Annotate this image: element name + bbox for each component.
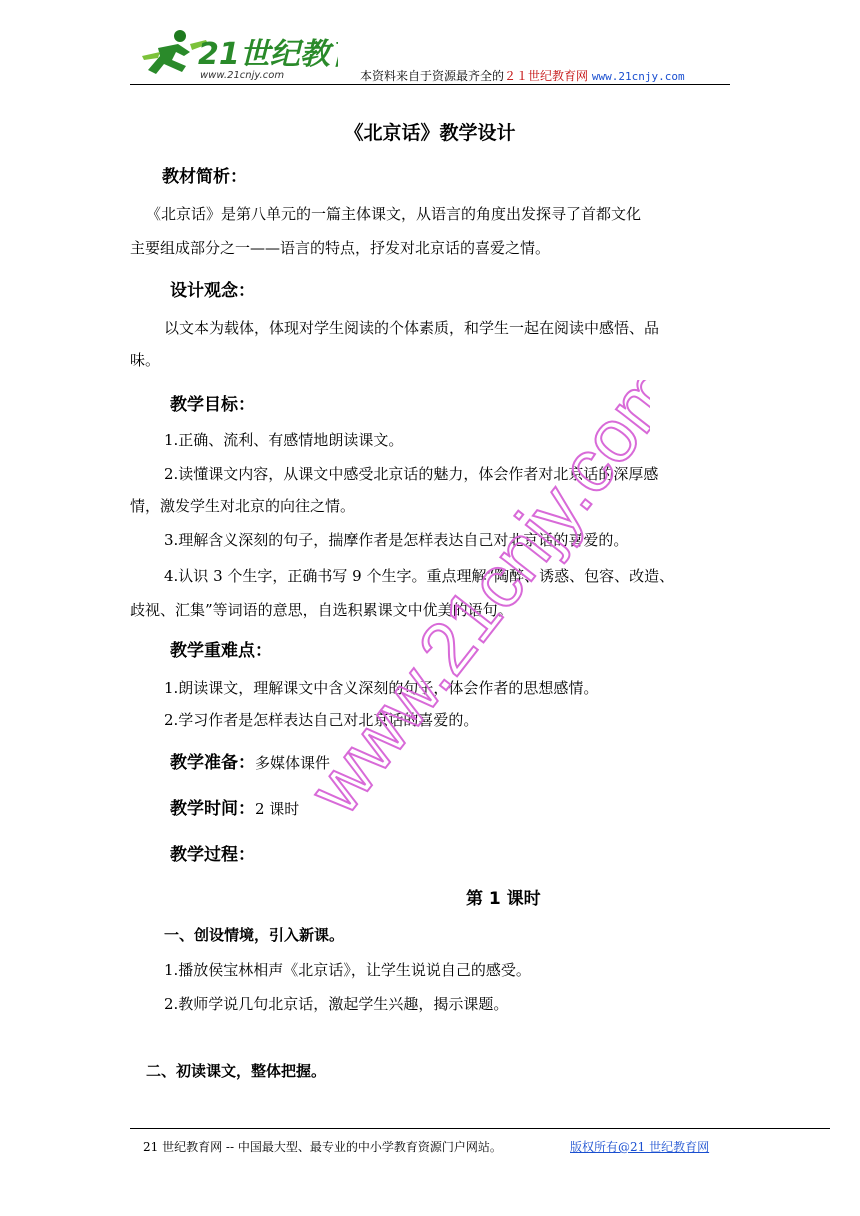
time-value: 2 课时 — [255, 800, 300, 818]
analysis-heading: 教材简析： — [162, 167, 247, 187]
prep-value: 多媒体课件 — [255, 754, 331, 772]
key-heading: 教学重难点： — [170, 641, 272, 661]
lesson-title: 第 1 课时 — [466, 889, 541, 909]
header-site-link[interactable]: ２１世纪教育网 — [504, 69, 589, 83]
step-1-item-2: 2.教师学说几句北京话，激起学生兴趣，揭示课题。 — [164, 995, 509, 1013]
footer-copyright-link[interactable]: 版权所有@21 世纪教育网 — [570, 1140, 710, 1154]
header-note — [360, 67, 685, 84]
concept-line-2: 味。 — [130, 351, 161, 369]
footer-text: 21 世纪教育网 -- 中国最大型、最专业的中小学教育资源门户网站。 — [143, 1140, 502, 1154]
prep-row — [170, 748, 330, 773]
header-url-link[interactable]: www.21cnjy.com — [591, 70, 685, 83]
goal-2-line-1: 2.读懂课文内容，从课文中感受北京话的魅力，体会作者对北京话的深厚感 — [164, 465, 659, 483]
document-title: 《北京话》教学设计 — [344, 122, 516, 144]
key-2: 2.学习作者是怎样表达自己对北京话的喜爱的。 — [164, 711, 479, 729]
step-2-heading: 二、初读课文，整体把握。 — [146, 1062, 327, 1080]
concept-heading: 设计观念： — [170, 281, 255, 301]
logo-url: www.21cnjy.com — [200, 70, 285, 81]
goal-3: 3.理解含义深刻的句子，揣摩作者是怎样表达自己对北京话的喜爱的。 — [164, 531, 629, 549]
watermark-text: www.21cnjy.com — [293, 380, 650, 829]
concept-line-1: 以文本为载体，体现对学生阅读的个体素质，和学生一起在阅读中感悟、品 — [164, 319, 660, 337]
goal-1: 1.正确、流利、有感情地朗读课文。 — [164, 431, 404, 449]
step-1-item-1: 1.播放侯宝林相声《北京话》，让学生说说自己的感受。 — [164, 961, 531, 979]
goal-4-line-2: 歧视、汇集”等词语的意思，自选积累课文中优美的语句。 — [130, 601, 513, 619]
header-note-prefix: 本资料来自于资源最齐全的 — [360, 69, 505, 83]
process-heading: 教学过程： — [170, 845, 255, 865]
goal-2-line-2: 情，激发学生对北京的向往之情。 — [130, 497, 356, 515]
goal-4-line-1: 4.认识 3 个生字，正确书写 9 个生字。重点理解“陶醉、诱惑、包容、改造、 — [164, 567, 675, 585]
analysis-line-1: 《北京话》是第八单元的一篇主体课文，从语言的角度出发探寻了首都文化 — [146, 205, 642, 223]
analysis-line-2: 主要组成部分之一——语言的特点，抒发对北京话的喜爱之情。 — [130, 239, 551, 257]
site-logo — [138, 26, 338, 82]
logo-text: 21世纪教 — [198, 37, 330, 72]
step-1-heading: 一、创设情境，引入新课。 — [164, 926, 345, 944]
goals-heading: 教学目标： — [170, 395, 255, 415]
time-heading: 教学时间： — [170, 799, 255, 819]
footer-divider — [130, 1128, 830, 1129]
prep-heading: 教学准备： — [170, 753, 255, 773]
key-1: 1.朗读课文，理解课文中含义深刻的句子，体会作者的思想感情。 — [164, 679, 599, 697]
header-divider — [130, 84, 730, 85]
time-row — [170, 794, 299, 819]
